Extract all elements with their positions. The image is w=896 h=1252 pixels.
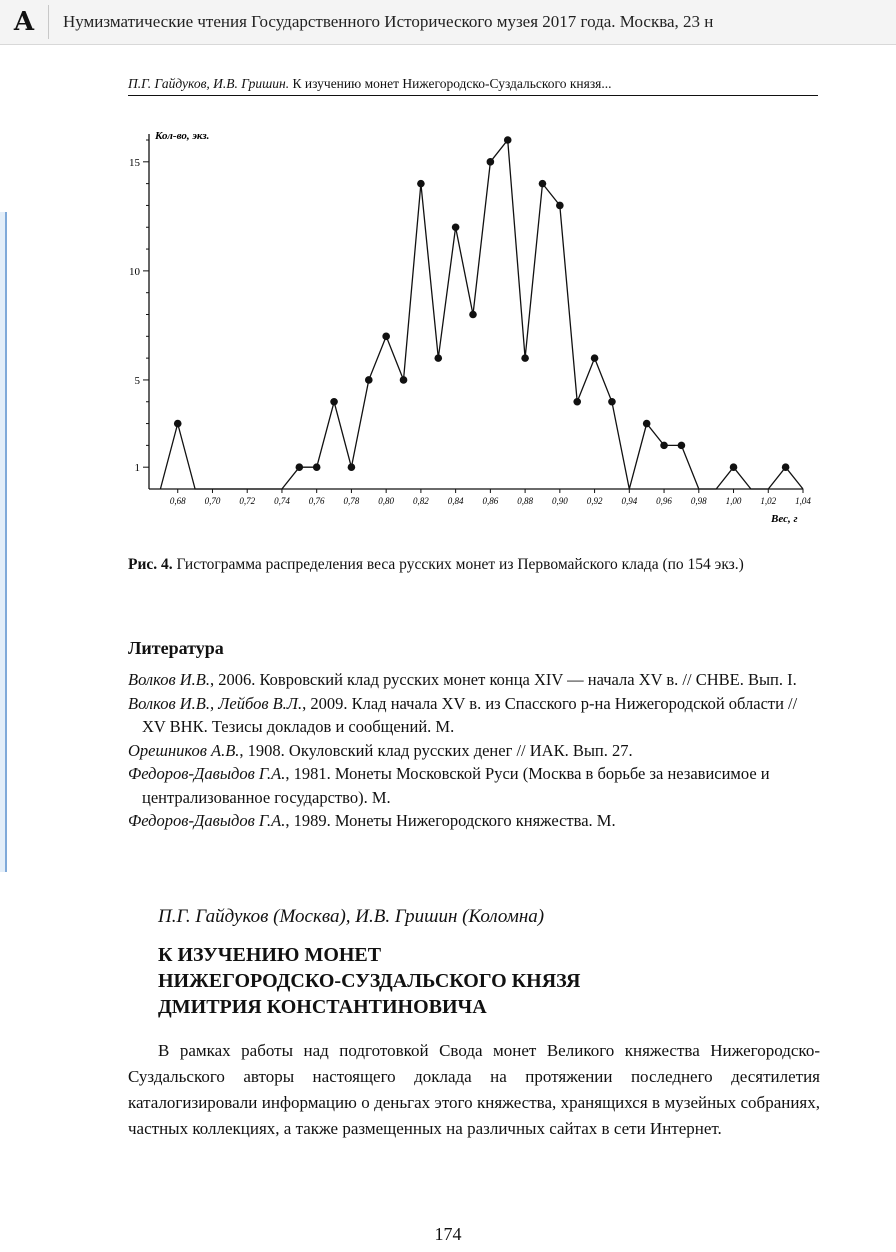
- window-title-bar: [0, 0, 896, 45]
- x-tick-label: 1,00: [725, 496, 742, 506]
- data-point: [382, 333, 390, 341]
- article-body: [128, 1038, 820, 1142]
- weight-histogram-chart: [120, 118, 820, 538]
- figure-caption: [128, 554, 818, 575]
- x-tick-label: 0,68: [169, 496, 186, 506]
- data-point: [643, 420, 651, 428]
- data-point: [487, 158, 495, 166]
- x-tick-label: 0,74: [274, 496, 290, 506]
- figure-caption-text: Гистограмма распределения веса русских монет из Первомайского клада (по 154 экз.): [176, 556, 744, 573]
- y-tick-label: 10: [129, 265, 140, 278]
- x-tick-label: 0,76: [308, 496, 325, 506]
- running-head-title: К изучению монет Нижегородско-Суздальского князя...: [292, 76, 612, 91]
- data-point: [521, 354, 529, 362]
- reference-item: [128, 692, 820, 739]
- reference-author: Волков И.В., Лейбов В.Л.: [128, 693, 303, 713]
- data-point: [469, 311, 477, 319]
- figure-label: Рис. 4.: [128, 556, 173, 573]
- x-tick-label: 0,70: [204, 496, 221, 506]
- x-tick-label: 0,92: [586, 496, 603, 506]
- y-tick-label: 5: [134, 374, 140, 387]
- document-title: Нумизматические чтения Государственного Исторического музея 2017 года. Москва, 23 н: [63, 12, 714, 31]
- data-point: [174, 420, 182, 428]
- data-point: [591, 354, 599, 362]
- reference-author: Волков И.В.: [128, 670, 210, 689]
- x-tick-label: 0,94: [621, 496, 638, 506]
- data-point: [417, 180, 425, 188]
- reference-text: , 2009. Клад начала XV в. из Спасского р-на Нижегородской области // XV ВНК. Тезисы докладов и сообщений. М.: [142, 693, 798, 736]
- x-tick-label: 0,82: [413, 496, 429, 506]
- x-tick-label: 0,80: [378, 496, 395, 506]
- data-point: [434, 354, 442, 362]
- x-tick-label: 1,02: [760, 496, 777, 506]
- reference-item: [128, 762, 820, 809]
- article-title-line: НИЖЕГОРОДСКО-СУЗДАЛЬСКОГО КНЯЗЯ: [158, 970, 581, 992]
- x-tick-label: 0,86: [482, 496, 499, 506]
- data-point: [504, 136, 512, 144]
- data-markers: [174, 136, 789, 471]
- data-point: [313, 463, 321, 471]
- data-point: [452, 223, 460, 231]
- reference-text: , 1981. Монеты Московской Руси (Москва в борьбе за независимое и централизованное государство). М.: [142, 764, 770, 807]
- data-point: [296, 463, 304, 471]
- literature-heading: Литература: [128, 638, 224, 658]
- x-tick-label: 1,04: [795, 496, 811, 506]
- article-title: [158, 942, 818, 1020]
- x-tick-label: 0,72: [239, 496, 256, 506]
- data-point: [365, 376, 373, 384]
- reference-item: [128, 668, 820, 692]
- x-tick-label: 0,88: [517, 496, 533, 506]
- data-point: [678, 442, 686, 450]
- article-title-line: ДМИТРИЯ КОНСТАНТИНОВИЧА: [158, 996, 487, 1018]
- body-paragraph: В рамках работы над подготовкой Свода монет Великого княжества Нижегородско-Суздальского авторы настоящего доклада на протяжении последнего десятилетия каталогизировали информацию о деньгах этого княжества, хранящихся в музейных собраниях, частных коллекциях, а также размещенных на различных сайтах в сети Интернет.: [128, 1041, 820, 1138]
- reference-text: , 1908. Окуловский клад русских денег // ИАК. Вып. 27.: [239, 740, 633, 760]
- data-point: [330, 398, 338, 406]
- article-authors: П.Г. Гайдуков (Москва), И.В. Гришин (Коломна): [158, 906, 545, 927]
- reference-item: [128, 739, 820, 763]
- reference-item: [128, 809, 820, 833]
- reference-author: Федоров-Давыдов Г.А.: [128, 764, 286, 783]
- data-point: [539, 180, 547, 188]
- data-point: [573, 398, 581, 406]
- x-tick-label: 0,84: [447, 496, 464, 506]
- x-tick-label: 0,90: [551, 496, 568, 506]
- reference-text: , 2006. Ковровский клад русских монет конца XIV — начала XV в. // СНВЕ. Вып. I.: [209, 670, 797, 689]
- data-point: [782, 463, 790, 471]
- reference-author: Федоров-Давыдов Г.А.: [128, 811, 286, 830]
- data-point: [400, 376, 408, 384]
- data-point: [660, 442, 668, 450]
- references-list: [128, 668, 820, 833]
- x-axis-label: Вес, г: [771, 513, 798, 525]
- x-tick-labels: [170, 496, 812, 506]
- article-title-line: К ИЗУЧЕНИЮ МОНЕТ: [158, 944, 382, 966]
- page-number: 174: [434, 1224, 462, 1244]
- data-point: [348, 463, 356, 471]
- series-line: [160, 140, 803, 489]
- y-axis-label: Кол-во, экз.: [155, 130, 210, 142]
- y-tick-labels: [129, 157, 141, 474]
- x-tick-label: 0,78: [343, 496, 360, 506]
- data-point: [556, 202, 564, 210]
- data-point: [608, 398, 616, 406]
- running-head-authors: П.Г. Гайдуков, И.В. Гришин.: [128, 76, 290, 91]
- reference-text: , 1989. Монеты Нижегородского княжества. М.: [285, 811, 616, 830]
- data-point: [730, 463, 738, 471]
- reference-author: Орешников А.В.: [128, 740, 240, 760]
- app-icon[interactable]: A: [13, 7, 35, 37]
- x-tick-label: 0,98: [690, 496, 707, 506]
- sidebar-handle[interactable]: [0, 212, 7, 872]
- y-tick-label: 1: [134, 462, 140, 475]
- y-tick-label: 15: [129, 156, 140, 169]
- x-tick-label: 0,96: [656, 496, 672, 506]
- running-head: [128, 76, 818, 96]
